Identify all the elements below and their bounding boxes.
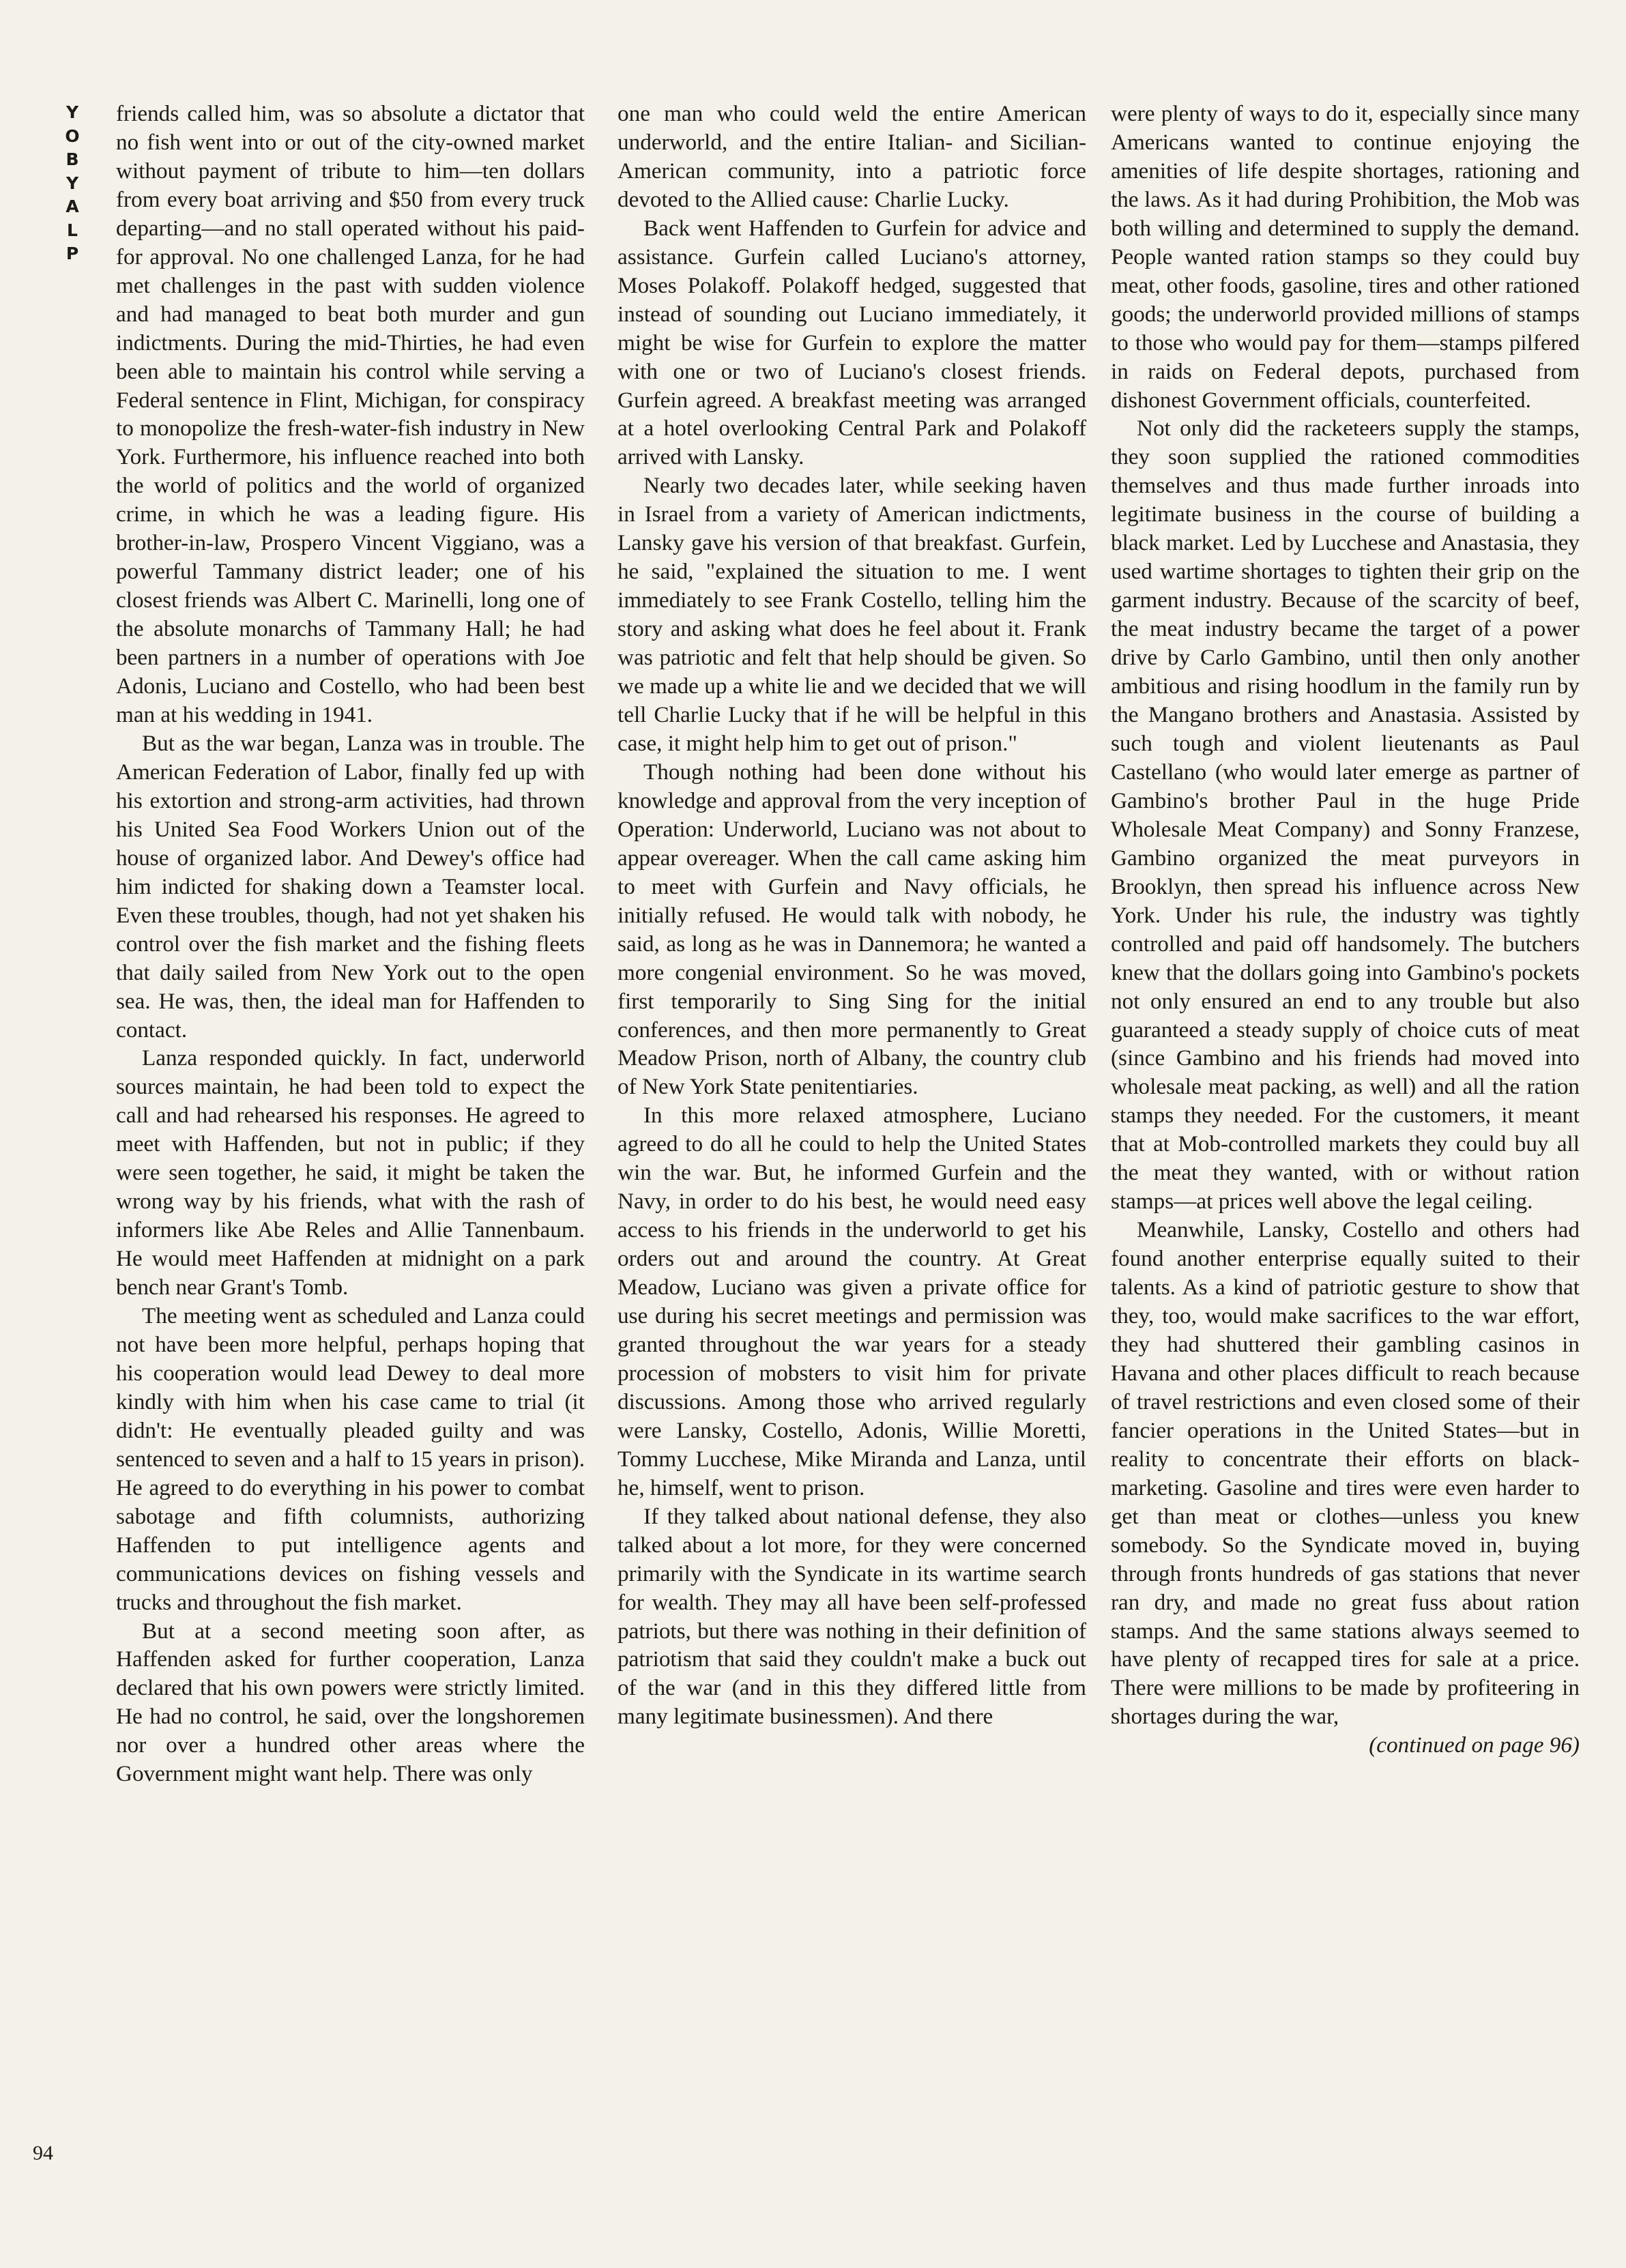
masthead-letter: L (67, 220, 78, 240)
paragraph: The meeting went as scheduled and Lanza could not have been more helpful, perhaps hoping that his cooperation would lead Dewey to deal more kindly with him when his case came to trial (it didn't: He eventually pleaded guilty and was sentenced to seven and a half to 15 years in prison). He agreed to do everything in his power to combat sabotage and fifth columnists, authorizing Haffenden to put intelligence agents and communications devices on fishing vessels and trucks and throughout the fish market. (116, 1303, 585, 1615)
paragraph: Though nothing had been done without his knowledge and approval from the very inception of Operation: Underworld, Luciano was not about to appear overeager. When the call came asking him to meet with Gurfein and Navy officials, he initially refused. He would talk with nobody, he said, as long as he was in Dannemora; he wanted a more congenial environment. So he was moved, first temporarily to Sing Sing for the initial conferences, and then more permanently to Great Meadow Prison, north of Albany, the country club of New York State penitentiaries. (618, 759, 1086, 1100)
paragraph: If they talked about national defense, they also talked about a lot more, for they were concerned primarily with the Syndicate in its wartime search for wealth. They may all have been self-professed patriots, but there was nothing in their definition of patriotism that said they couldn't make a buck out of the war (and in this they differed little from many legitimate businessmen). And there (618, 1503, 1086, 1730)
page-number: 94 (33, 2142, 53, 2164)
paragraph: But at a second meeting soon after, as Haffenden asked for further cooperation, Lanza declared that his own powers were strictly limited. He had no control, he said, over the longshoremen nor over a hundred other areas where the Government might want help. There was only (116, 1618, 585, 1787)
paragraph: In this more relaxed atmosphere, Luciano agreed to do all he could to help the United States win the war. But, he informed Gurfein and the Navy, in order to do his best, he would need easy access to his friends in the underworld to get his orders out and around the country. At Great Meadow, Luciano was given a private office for use during his secret meetings and permission was granted throughout the war years for a steady procession of mobsters to visit him for private discussions. Among those who arrived regularly were Lansky, Costello, Adonis, Willie Moretti, Tommy Lucchese, Mike Miranda and Lanza, until he, himself, went to prison. (618, 1103, 1086, 1500)
masthead-letter: A (66, 197, 79, 216)
masthead-letter: B (66, 149, 79, 169)
masthead-letter: Y (66, 173, 79, 193)
paragraph: Not only did the racketeers supply the stamps, they soon supplied the rationed commodities themselves and thus made further inroads into legitimate business in the course of building a black market. Led by Lucchese and Anastasia, they used wartime shortages to tighten their grip on the garment industry. Because of the scarcity of beef, the meat industry became the target of a power drive by Carlo Gambino, until then only another ambitious and rising hoodlum in the family run by the Mangano brothers and Anastasia. Assisted by such tough and violent lieutenants as Paul Castellano (who would later emerge as partner of Gambino's brother Paul in the huge Pride Wholesale Meat Company) and Sonny Franzese, Gambino organized the meat purveyors in Brooklyn, then spread his influence across New York. Under his rule, the industry was tightly controlled and paid off handsomely. The butchers knew that the dollars going into Gambino's pockets not only ensured an end to any trouble but also guaranteed a steady supply of choice cuts of meat (since Gambino and his friends had moved into wholesale meat packing, as well) and all the ration stamps they needed. For the customers, it meant that at Mob-controlled markets they could buy all the meat they wanted, with or without ration stamps—at prices well above the legal ceiling. (1111, 416, 1580, 1215)
paragraph: Nearly two decades later, while seeking haven in Israel from a variety of American indictments, Lansky gave his version of that breakfast. Gurfein, he said, "explained the situation to me. I went immediately to see Frank Costello, telling him the story and asking what does he feel about it. Frank was patriotic and felt that help should be given. So we made up a white lie and we decided that we will tell Charlie Lucky that if he will be helpful in this case, it might help him to get out of prison." (618, 473, 1086, 756)
text-column-1 (116, 100, 585, 1788)
text-column-2 (618, 100, 1086, 1731)
paragraph: were plenty of ways to do it, especially since many Americans wanted to continue enjoying the amenities of life despite shortages, rationing and the laws. As it had during Prohibition, the Mob was both willing and determined to supply the demand. People wanted ration stamps so they could buy meat, other foods, gasoline, tires and other rationed goods; the underworld provided millions of stamps to those who would pay for them—stamps pilfered in raids on Federal depots, purchased from dishonest Government officials, counterfeited. (1111, 101, 1580, 413)
playboy-vertical-masthead (59, 101, 86, 266)
text-column-3 (1111, 100, 1580, 1760)
paragraph: friends called him, was so absolute a dictator that no fish went into or out of the city-owned market without payment of tribute to him—ten dollars from every boat arriving and $50 from every truck departing—and no stall operated without his paid-for approval. No one challenged Lanza, for he had met challenges in the past with sudden violence and had managed to beat both murder and gun indictments. During the mid-Thirties, he had even been able to maintain his control while serving a Federal sentence in Flint, Michigan, for conspiracy to monopolize the fresh-water-fish industry in New York. Furthermore, his influence reached into both the world of politics and the world of organized crime, in which he was a leading figure. His brother-in-law, Prospero Vincent Viggiano, was a powerful Tammany district leader; one of his closest friends was Albert C. Marinelli, long one of the absolute monarchs of Tammany Hall; he had been partners in a number of operations with Joe Adonis, Luciano and Costello, who had been best man at his wedding in 1941. (116, 101, 585, 728)
masthead-letter: O (65, 126, 80, 146)
masthead-letter: P (66, 244, 79, 263)
paragraph: one man who could weld the entire American underworld, and the entire Italian- and Sicilian-American community, into a patriotic force devoted to the Allied cause: Charlie Lucky. (618, 101, 1086, 212)
paragraph: Meanwhile, Lansky, Costello and others had found another enterprise equally suited to their talents. As a kind of patriotic gesture to show that they, too, would make sacrifices to the war effort, they had shuttered their gambling casinos in Havana and other places difficult to reach because of travel restrictions and even closed some of their fancier operations in the United States—but in reality to concentrate their efforts on black-marketing. Gasoline and tires were even harder to get than meat or clothes—unless you knew somebody. So the Syndicate moved in, buying through fronts hundreds of gas stations that never ran dry, and made no great fuss about ration stamps. And the same stations always seemed to have plenty of recapped tires for sale at a price. There were millions to be made by profiteering in shortages during the war, (1111, 1217, 1580, 1730)
paragraph: But as the war began, Lanza was in trouble. The American Federation of Labor, finally fed up with his extortion and strong-arm activities, had thrown his United Sea Food Workers Union out of the house of organized labor. And Dewey's office had him indicted for shaking down a Teamster local. Even these troubles, though, had not yet shaken his control over the fish market and the fishing fleets that daily sailed from New York out to the open sea. He was, then, the ideal man for Haffenden to contact. (116, 730, 585, 1043)
paragraph: Lanza responded quickly. In fact, underworld sources maintain, he had been told to expect the call and had rehearsed his responses. He agreed to meet with Haffenden, but not in public; if they were seen together, he said, it might be taken the wrong way by his friends, what with the rash of informers like Abe Reles and Allie Tannenbaum. He would meet Haffenden at midnight on a park bench near Grant's Tomb. (116, 1045, 585, 1300)
continuation-note: (continued on page 96) (1369, 1732, 1580, 1758)
masthead-letter: Y (66, 102, 79, 122)
paragraph: Back went Haffenden to Gurfein for advice and assistance. Gurfein called Luciano's attorney, Moses Polakoff. Polakoff hedged, suggested that instead of sounding out Luciano immediately, it might be wise for Gurfein to explore the matter with one or two of Luciano's closest friends. Gurfein agreed. A breakfast meeting was arranged at a hotel overlooking Central Park and Polakoff arrived with Lansky. (618, 215, 1086, 470)
